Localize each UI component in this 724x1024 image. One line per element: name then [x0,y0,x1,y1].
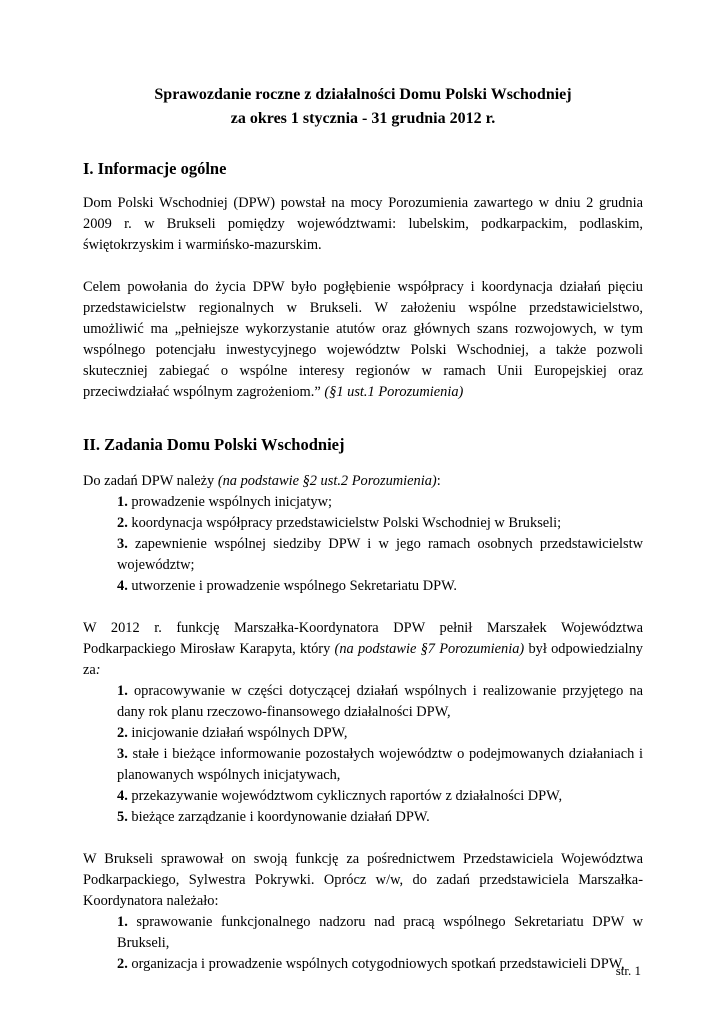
section1-paragraph2-text: Celem powołania do życia DPW było pogłębienie współpracy i koordynacja działań pięciu przedstawicielstw regionalnych w Brukseli. W założeniu wspólne przedstawicielstwo, umożliwić ma „pełniejsze wykorzystanie atutów oraz głównych szans rozwojowych, w tym wspólnego potencjału inwestycyjnego województw Polski Wschodniej, a także pozwoli skuteczniej zabiegać o wspólne interesy regionów w ramach Unii Europejskiej oraz przeciwdziałać wspólnym zagrożeniom.” [83,279,643,400]
list-item-number: 2. [117,515,128,531]
list-item-number: 1. [117,683,128,699]
section2-intro-colon: : [436,473,441,489]
section2-intro-text: Do zadań DPW należy [83,473,215,489]
marshal-ref: (na podstawie §7 Porozumienia) [334,641,525,657]
list-item-number: 2. [117,725,128,741]
document-title-line1: Sprawozdanie roczne z działalności Domu Polski Wschodniej [154,86,572,103]
list-item-number: 1. [117,914,128,930]
section1-heading: I. Informacje ogólne [83,159,227,178]
list-item-text: utworzenie i prowadzenie wspólnego Sekretariatu DPW. [131,578,457,594]
list-item [117,786,643,807]
list-item [117,723,643,744]
list-item-number: 4. [117,578,128,594]
list-item [117,534,643,576]
section2-intro-ref: (na podstawie §2 ust.2 Porozumienia) [217,473,437,489]
list-item-text: sprawowanie funkcjonalnego nadzoru nad pracą wspólnego Sekretariatu DPW w Brukseli, [117,914,643,951]
section1-paragraph1: Dom Polski Wschodniej (DPW) powstał na mocy Porozumienia zawartego w dniu 2 grudnia 2009 r. w Brukseli pomiędzy województwami: lubelskim, podkarpackim, podlaskim, świętokrzyskim i warmińsko-mazurskim. [83,195,643,253]
section1-paragraph2-ref: (§1 ust.1 Porozumienia) [324,384,464,400]
list-item-number: 3. [117,536,128,552]
list-item-text: zapewnienie wspólnej siedziby DPW i w jego ramach osobnych przedstawicielstw województw; [117,536,643,573]
marshal-end: był odpowiedzialny za [83,641,643,678]
list-item [117,681,643,723]
document-title-line2: za okres 1 stycznia - 31 grudnia 2012 r. [230,110,496,127]
list-item-text: opracowywanie w części dotyczącej działań wspólnych i realizowanie przyjętego na dany rok planu rzeczowo-finansowego działalności DPW, [117,683,643,720]
list-item [117,954,643,975]
list-item-number: 5. [117,809,128,825]
list-item [117,807,643,828]
list-item-text: prowadzenie wspólnych inicjatyw; [131,494,333,510]
list-item [117,912,643,954]
document-page [83,83,643,975]
list-item-text: organizacja i prowadzenie wspólnych cotygodniowych spotkań przedstawicieli DPW, [131,956,625,972]
list-item-number: 4. [117,788,128,804]
list-item-text: stałe i bieżące informowanie pozostałych województw o podejmowanych działaniach i planowanych wspólnych inicjatywach, [117,746,643,783]
section1-paragraph2 [83,277,643,403]
list-item-text: inicjowanie działań wspólnych DPW, [131,725,348,741]
list-item [117,576,643,597]
task-list [83,492,643,597]
list-item-number: 2. [117,956,128,972]
section2-intro [83,471,643,492]
list-item [117,492,643,513]
list-item-number: 1. [117,494,128,510]
list-item [117,744,643,786]
list-item [117,513,643,534]
marshal-text: W 2012 r. funkcję Marszałka-Koordynatora DPW pełnił Marszałek Województwa Podkarpackiego Mirosław Karapyta, który [83,620,643,657]
marshal-paragraph [83,618,643,681]
page-number: str. 1 [615,963,641,978]
marshal-task-list [83,681,643,828]
list-item-text: przekazywanie województwom cyklicznych raportów z działalności DPW, [131,788,563,804]
list-item-number: 3. [117,746,128,762]
marshal-colon: : [95,662,101,678]
brussels-task-list [83,912,643,975]
brussels-paragraph: W Brukseli sprawował on swoją funkcję za pośrednictwem Przedstawiciela Województwa Podkarpackiego, Sylwestra Pokrywki. Oprócz w/w, do zadań przedstawiciela Marszałka-Koordynatora należało: [83,851,643,909]
list-item-text: bieżące zarządzanie i koordynowanie działań DPW. [131,809,430,825]
list-item-text: koordynacja współpracy przedstawicielstw Polski Wschodniej w Brukseli; [131,515,562,531]
section2-heading: II. Zadania Domu Polski Wschodniej [83,435,345,454]
